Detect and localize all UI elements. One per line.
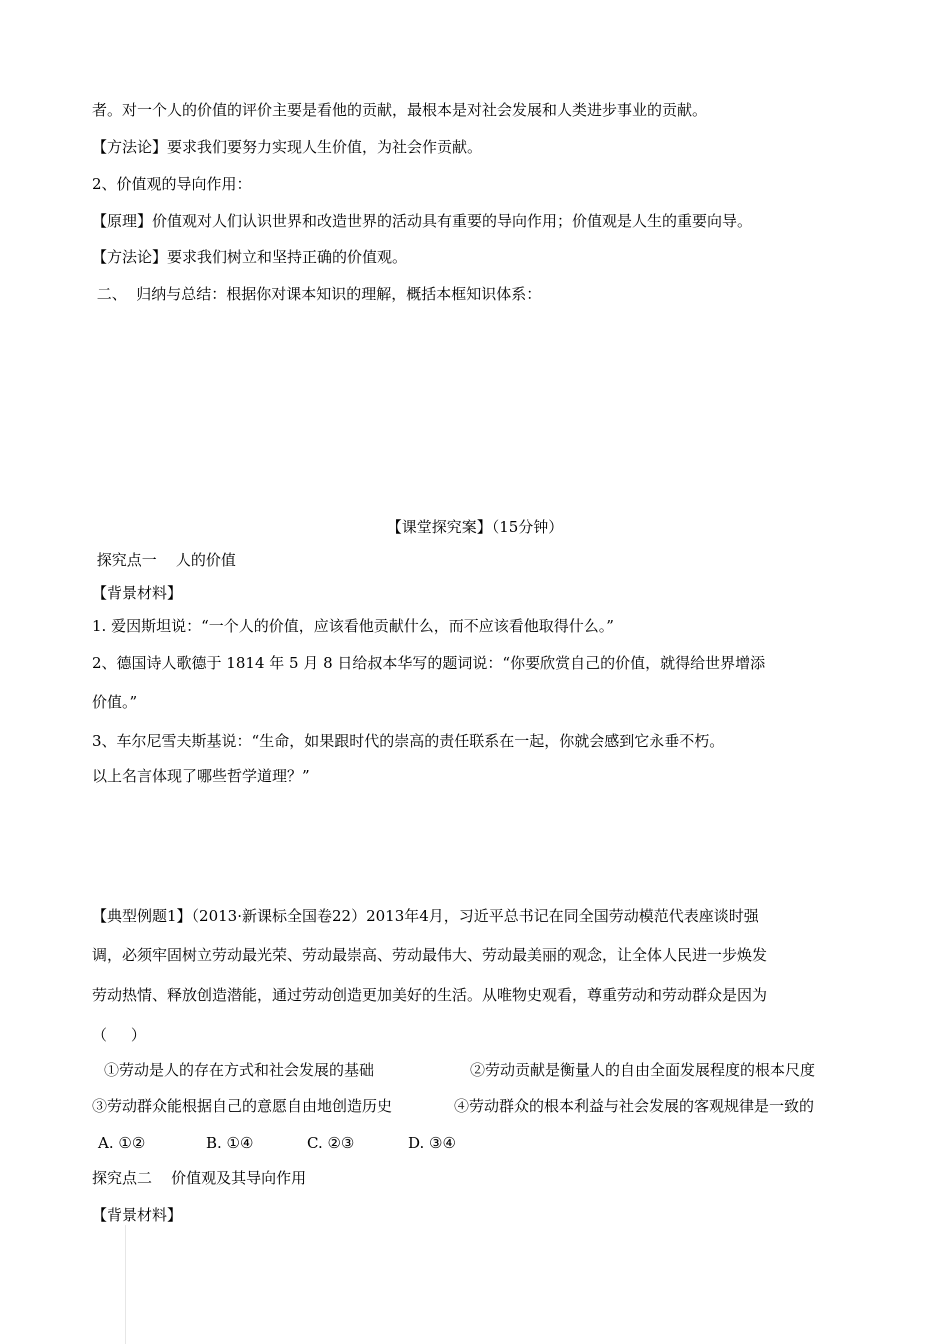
quote-2: 2、德国诗人歌德于 1814 年 5 月 8 日给叔本华写的题词说：“你要欣赏自己的价值，就得给世界增添 xyxy=(92,654,766,672)
background-label: 【背景材料】 xyxy=(92,584,183,602)
explore-title: 【课堂探究案】（15分钟） xyxy=(386,518,564,536)
example-line: 调，必须牢固树立劳动最光荣、劳动最崇高、劳动最伟大、劳动最美丽的观念，让全体人民进一步焕发 xyxy=(92,946,768,964)
quote-1: 1. 爱因斯坦说：“一个人的价值，应该看他贡献什么，而不应该看他取得什么。” xyxy=(92,617,614,635)
methodology-line: 【方法论】要求我们要努力实现人生价值，为社会作贡献。 xyxy=(92,138,483,156)
choice-a: A. ①② xyxy=(98,1134,146,1152)
principle-line: 【原理】价值观对人们认识世界和改造世界的活动具有重要的导向作用；价值观是人生的重要向导。 xyxy=(92,212,753,230)
choice-d: D. ③④ xyxy=(408,1134,456,1152)
option-4: ④劳动群众的根本利益与社会发展的客观规律是一致的 xyxy=(454,1097,815,1115)
explore-point-2-heading: 探究点二 价值观及其导向作用 xyxy=(92,1169,307,1187)
choice-c: C. ②③ xyxy=(307,1134,355,1152)
background-label: 【背景材料】 xyxy=(92,1206,183,1224)
answer-bracket: （ ） xyxy=(92,1026,146,1044)
explore-point-1-heading: 探究点一 人的价值 xyxy=(92,551,236,569)
choice-b: B. ①④ xyxy=(206,1134,254,1152)
quote-3: 3、车尔尼雪夫斯基说：“生命，如果跟时代的崇高的责任联系在一起，你就会感到它永垂不朽。 xyxy=(92,732,725,750)
section-heading: 2、价值观的导向作用： xyxy=(92,175,252,193)
option-1: ①劳动是人的存在方式和社会发展的基础 xyxy=(104,1061,375,1079)
option-2: ②劳动贡献是衡量人的自由全面发展程度的根本尺度 xyxy=(470,1061,816,1079)
methodology-line: 【方法论】要求我们树立和坚持正确的价值观。 xyxy=(92,248,408,266)
example-line: 劳动热情、释放创造潜能，通过劳动创造更加美好的生活。从唯物史观看，尊重劳动和劳动群众是因为 xyxy=(92,986,768,1004)
margin-rule xyxy=(125,1225,126,1344)
option-3: ③劳动群众能根据自己的意愿自由地创造历史 xyxy=(92,1097,393,1115)
summary-heading: 二、 归纳与总结：根据你对课本知识的理解，概括本框知识体系： xyxy=(92,285,542,303)
quote-2-continued: 价值。” xyxy=(92,693,138,711)
paragraph-line: 者。对一个人的价值的评价主要是看他的贡献，最根本是对社会发展和人类进步事业的贡献。 xyxy=(92,101,708,119)
question: 以上名言体现了哪些哲学道理？” xyxy=(92,767,310,785)
example-line: 【典型例题1】（2013·新课标全国卷22）2013年4月，习近平总书记在同全国劳动模范代表座谈时强 xyxy=(92,907,759,925)
